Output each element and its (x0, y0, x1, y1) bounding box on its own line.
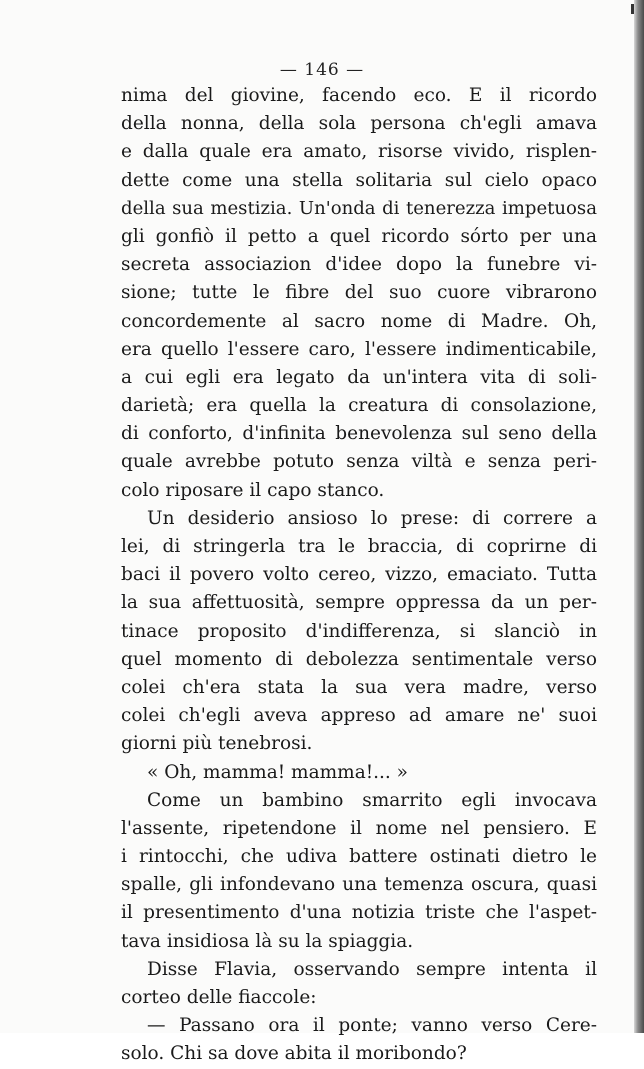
text-line: quel momento di debolezza sentimentale verso (121, 648, 597, 670)
text-line: secreta associazion d'idee dopo la funebre vi- (121, 254, 597, 276)
text-line: l'assente, ripetendone il nome nel pensiero. E (121, 817, 597, 839)
text-line: solo. Chi sa dove abita il moribondo? (121, 1043, 467, 1065)
text-line: spalle, gli infondevano una temenza oscura, quasi (121, 874, 597, 896)
text-line: la sua affettuosità, sempre oppressa da un per- (121, 592, 597, 614)
text-line: Disse Flavia, osservando sempre intenta il (147, 958, 597, 980)
text-line: colei ch'egli aveva appreso ad amare ne' suoi (121, 705, 597, 727)
text-line: baci il povero volto cereo, vizzo, emaciato. Tutta (121, 564, 597, 586)
text-line: — Passano ora il ponte; vanno verso Cere- (147, 1015, 597, 1037)
body-text (121, 82, 597, 1069)
text-line: tava insidiosa là su la spiaggia. (121, 930, 414, 952)
text-line: i rintocchi, che udiva battere ostinati dietro le (121, 846, 597, 868)
text-line: colo riposare il capo stanco. (121, 479, 385, 501)
text-line: era quello l'essere caro, l'essere indimenticabile, (121, 338, 597, 360)
text-line: della sua mestizia. Un'onda di tenerezza impetuosa (121, 197, 597, 219)
text-line: gli gonfiò il petto a quel ricordo sórto per una (121, 225, 597, 247)
text-line: concordemente al sacro nome di Madre. Oh, (121, 310, 597, 332)
text-line: a cui egli era legato da un'intera vita di soli- (121, 366, 597, 388)
text-line: Come un bambino smarrito egli invocava (147, 789, 597, 811)
text-line: « Oh, mamma! mamma!... » (147, 761, 409, 783)
text-line: di conforto, d'infinita benevolenza sul seno della (121, 423, 597, 445)
text-line: colei ch'era stata la sua vera madre, verso (121, 676, 597, 698)
page-edge-shadow (634, 0, 644, 1033)
page-number: — 146 — (279, 60, 365, 80)
text-line: corteo delle fiaccole: (121, 987, 317, 1008)
text-line: dette come una stella solitaria sul cielo opaco (121, 169, 597, 191)
text-line: Un desiderio ansioso lo prese: di correre a (147, 507, 597, 529)
text-line: della nonna, della sola persona ch'egli amava (121, 113, 597, 135)
text-line: quale avrebbe potuto senza viltà e senza peri- (121, 451, 597, 473)
text-line: darietà; era quella la creatura di consolazione, (121, 395, 597, 417)
text-line: e dalla quale era amato, risorse vivido, risplen- (121, 141, 597, 163)
text-line: nima del giovine, facendo eco. E il ricordo (121, 85, 597, 106)
text-line: lei, di stringerla tra le braccia, di coprirne di (121, 536, 597, 557)
text-line: tinace proposito d'indifferenza, si slanciò in (121, 620, 597, 642)
text-line: il presentimento d'una notizia triste che l'aspet- (121, 902, 597, 924)
text-line: giorni più tenebrosi. (121, 733, 313, 755)
text-line: sione; tutte le fibre del suo cuore vibrarono (121, 282, 597, 304)
